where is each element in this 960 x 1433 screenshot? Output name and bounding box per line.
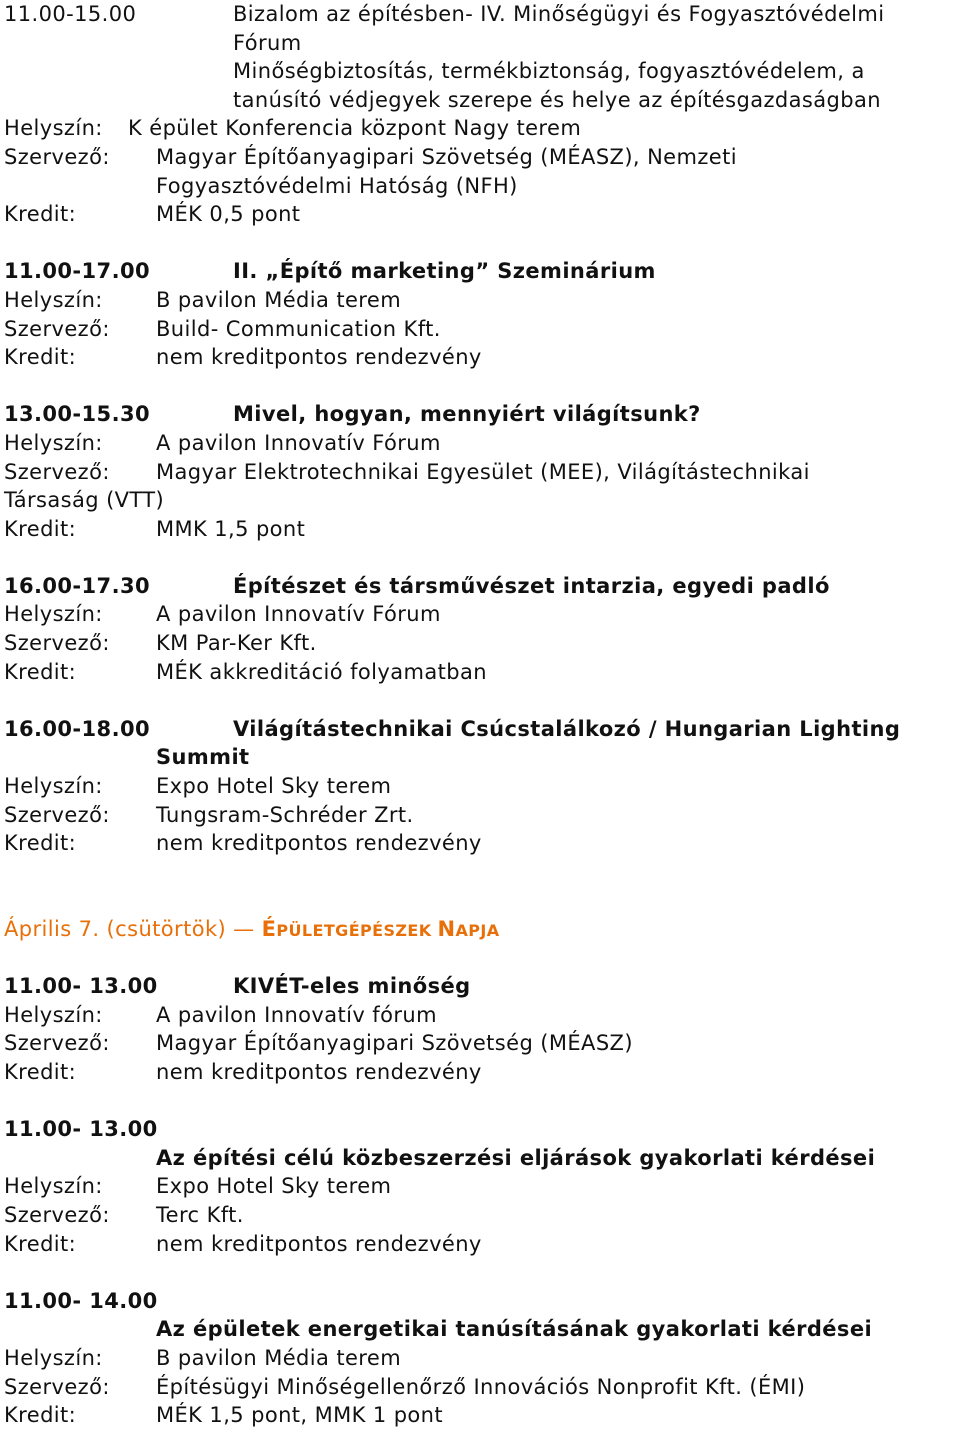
organizer-value: Build- Communication Kft.: [156, 316, 441, 341]
organizer-value: KM Par-Ker Kft.: [156, 631, 317, 656]
credit-value: MÉK 1,5 pont, MMK 1 pont: [156, 1403, 444, 1428]
event-title: Az épületek energetikai tanúsításának gyakorlati kérdései: [156, 1317, 873, 1342]
event-title: Világítástechnikai Csúcstalálkozó / Hungarian Lighting: [233, 716, 901, 741]
day-date: Április 7. (csütörtök) —: [4, 917, 255, 941]
organizer-value-cont: Társaság (VTT): [4, 488, 165, 513]
day-name-end: APJA: [455, 921, 500, 940]
organizer-value: Terc Kft.: [156, 1202, 244, 1227]
location-label: Helyszín:: [4, 602, 103, 627]
location-value: B pavilon Média terem: [156, 1345, 402, 1370]
organizer-value: Tungsram-Schréder Zrt.: [156, 802, 414, 827]
credit-label: Kredit:: [4, 1059, 77, 1084]
location-label: Helyszín:: [4, 116, 103, 141]
location-value: Expo Hotel Sky terem: [156, 1174, 392, 1199]
organizer-value: Magyar Építőanyagipari Szövetség (MÉASZ): [156, 1031, 633, 1056]
organizer-label: Szervező:: [4, 631, 110, 656]
day-name-initial: É: [261, 917, 277, 941]
location-label: Helyszín:: [4, 1345, 103, 1370]
credit-label: Kredit:: [4, 1231, 77, 1256]
credit-value: nem kreditpontos rendezvény: [156, 345, 482, 370]
organizer-label: Szervező:: [4, 459, 110, 484]
event-title: Mivel, hogyan, mennyiért világítsunk?: [233, 402, 701, 427]
credit-value: MMK 1,5 pont: [156, 516, 306, 541]
event-time: 13.00-15.30: [4, 402, 150, 427]
event-time: 16.00-18.00: [4, 716, 150, 741]
location-label: Helyszín:: [4, 774, 103, 799]
credit-value: MÉK 0,5 pont: [156, 202, 301, 227]
location-label: Helyszín:: [4, 1002, 103, 1027]
location-label: Helyszín:: [4, 1174, 103, 1199]
event-title: KIVÉT-eles minőség: [233, 974, 471, 999]
day-name-initial-2: N: [437, 917, 456, 941]
credit-value: nem kreditpontos rendezvény: [156, 1059, 482, 1084]
day-header: [4, 915, 960, 944]
organizer-label: Szervező:: [4, 144, 110, 169]
credit-value: nem kreditpontos rendezvény: [156, 831, 482, 856]
credit-label: Kredit:: [4, 1403, 77, 1428]
location-value: A pavilon Innovatív Fórum: [156, 430, 441, 455]
location-value: A pavilon Innovatív Fórum: [156, 602, 441, 627]
organizer-label: Szervező:: [4, 1374, 110, 1399]
event-title: Az építési célú közbeszerzési eljárások gyakorlati kérdései: [156, 1145, 876, 1170]
credit-value: MÉK akkreditáció folyamatban: [156, 659, 487, 684]
location-value: Expo Hotel Sky terem: [156, 774, 392, 799]
location-value: B pavilon Média terem: [156, 287, 402, 312]
credit-value: nem kreditpontos rendezvény: [156, 1231, 482, 1256]
credit-label: Kredit:: [4, 202, 77, 227]
organizer-label: Szervező:: [4, 316, 110, 341]
location-label: Helyszín:: [4, 430, 103, 455]
day-name-part: PÜLETGÉPÉSZEK: [276, 921, 438, 940]
credit-label: Kredit:: [4, 345, 77, 370]
event-title-cont: Fórum: [233, 30, 302, 55]
event-subtitle: Minőségbiztosítás, termékbiztonság, fogyasztóvédelem, a: [233, 59, 865, 84]
event-title: Építészet és társművészet intarzia, egyedi padló: [233, 573, 830, 598]
event-time: 11.00-17.00: [4, 259, 150, 284]
credit-label: Kredit:: [4, 659, 77, 684]
event-time: 11.00- 13.00: [4, 1117, 158, 1142]
organizer-value-cont: Fogyasztóvédelmi Hatóság (NFH): [156, 173, 518, 198]
event-time: 16.00-17.30: [4, 573, 150, 598]
event-header: [4, 0, 960, 29]
event-title: Bizalom az építésben- IV. Minőségügyi és Fogyasztóvédelmi: [233, 2, 885, 26]
organizer-value: Magyar Elektrotechnikai Egyesület (MEE), Világítástechnikai: [156, 459, 810, 484]
organizer-label: Szervező:: [4, 1202, 110, 1227]
event-time: 11.00- 14.00: [4, 1288, 158, 1313]
credit-label: Kredit:: [4, 831, 77, 856]
event-time: 11.00-15.00: [4, 2, 137, 26]
event-title-cont: Summit: [156, 745, 250, 770]
event-title: II. „Építő marketing” Szeminárium: [233, 259, 656, 284]
location-value: K épület Konferencia központ Nagy terem: [128, 116, 582, 141]
credit-label: Kredit:: [4, 516, 77, 541]
event-subtitle-cont: tanúsító védjegyek szerepe és helye az építésgazdaságban: [233, 87, 881, 112]
event-time: 11.00- 13.00: [4, 974, 158, 999]
organizer-label: Szervező:: [4, 802, 110, 827]
organizer-label: Szervező:: [4, 1031, 110, 1056]
location-label: Helyszín:: [4, 287, 103, 312]
organizer-value: Magyar Építőanyagipari Szövetség (MÉASZ), Nemzeti: [156, 144, 737, 169]
program-document: [4, 0, 960, 1430]
location-value: A pavilon Innovatív fórum: [156, 1002, 437, 1027]
organizer-value: Építésügyi Minőségellenőrző Innovációs Nonprofit Kft. (ÉMI): [156, 1374, 806, 1399]
